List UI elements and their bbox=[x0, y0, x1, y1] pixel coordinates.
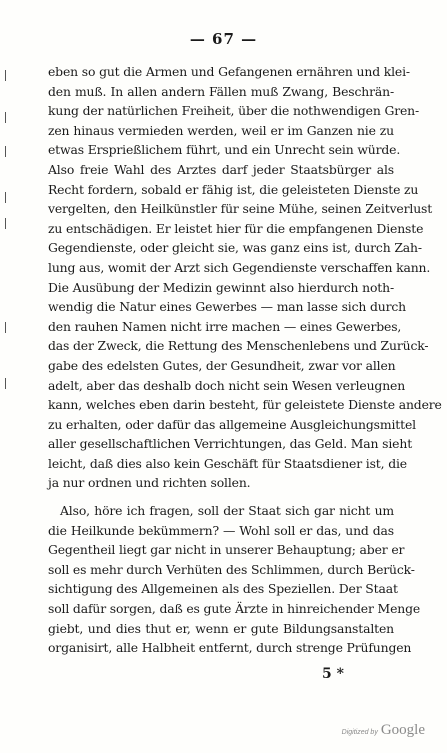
watermark-brand: Google bbox=[380, 722, 425, 738]
margin-mark bbox=[5, 192, 6, 203]
text-line: giebt, und dies thut er, wenn er gute Bildungsanstalten bbox=[48, 620, 394, 636]
signature-mark: 5 * bbox=[322, 666, 344, 682]
text-line: soll es mehr durch Verhüten des Schlimmen, durch Berück- bbox=[48, 561, 415, 577]
text-line: Die Ausübung der Medizin gewinnt also hierdurch noth- bbox=[48, 279, 394, 295]
margin-marks bbox=[5, 60, 9, 390]
text-line: adelt, aber das deshalb doch nicht sein Wesen verleugnen bbox=[48, 377, 406, 393]
text-line: Also, höre ich fragen, soll der Staat sich gar nicht um bbox=[60, 503, 394, 519]
watermark bbox=[342, 722, 425, 739]
text-line: organisirt, alle Halbheit entfernt, durch strenge Prüfungen bbox=[48, 640, 412, 656]
paragraph-2 bbox=[48, 501, 421, 658]
paragraph-1 bbox=[48, 62, 442, 493]
text-line: soll dafür sorgen, daß es gute Ärzte in hinreichender Menge bbox=[48, 601, 421, 617]
text-line: zen hinaus vermieden werden, weil er im Ganzen nie zu bbox=[48, 122, 394, 138]
text-line: vergelten, den Heilkünstler für seine Mühe, seinen Zeitverlust bbox=[48, 201, 433, 217]
margin-mark bbox=[5, 218, 6, 229]
text-line: zu erhalten, oder dafür das allgemeine Ausgleichungsmittel bbox=[48, 416, 416, 432]
text-line: Also freie Wahl des Arztes darf jeder Staatsbürger als bbox=[48, 161, 394, 177]
margin-mark bbox=[5, 70, 6, 81]
text-line: sichtigung des Allgemeinen als des Speziellen. Der Staat bbox=[48, 581, 398, 597]
text-line: leicht, daß dies also kein Geschäft für Staatsdiener ist, die bbox=[48, 455, 407, 471]
text-line: das der Zweck, die Rettung des Menschenlebens und Zurück- bbox=[48, 338, 429, 354]
text-line: den muß. In allen andern Fällen muß Zwang, Beschrän- bbox=[48, 83, 394, 99]
text-line: gabe des edelsten Gutes, der Gesundheit, zwar vor allen bbox=[48, 357, 396, 373]
text-line: wendig die Natur eines Gewerbes — man lasse sich durch bbox=[48, 299, 407, 315]
text-line: aller gesellschaftlichen Verrichtungen, das Geld. Man sieht bbox=[48, 436, 413, 452]
text-line: kann, welches eben darin besteht, für geleistete Dienste andere bbox=[48, 397, 442, 413]
text-line: Gegentheil liegt gar nicht in unserer Behauptung; aber er bbox=[48, 542, 405, 558]
text-line: etwas Ersprießlichem führt, und ein Unrecht sein würde. bbox=[48, 142, 401, 158]
text-line: Gegendienste, oder gleicht sie, was ganz eins ist, durch Zah- bbox=[48, 240, 422, 256]
text-line: kung der natürlichen Freiheit, über die nothwendigen Gren- bbox=[48, 103, 420, 119]
text-line: ja nur ordnen und richten sollen. bbox=[48, 475, 251, 491]
text-line: lung aus, womit der Arzt sich Gegendienste verschaffen kann. bbox=[48, 259, 431, 275]
text-line: eben so gut die Armen und Gefangenen ernähren und klei- bbox=[48, 64, 410, 79]
margin-mark bbox=[5, 322, 6, 333]
margin-mark bbox=[5, 112, 6, 123]
page-number: — 67 — bbox=[189, 30, 258, 48]
margin-mark bbox=[5, 378, 6, 389]
text-line: die Heilkunde bekümmern? — Wohl soll er das, und das bbox=[48, 522, 394, 538]
watermark-prefix: Digitized by bbox=[341, 729, 378, 736]
paragraph-gap bbox=[48, 493, 394, 501]
text-line: Recht fordern, sobald er fähig ist, die geleisteten Dienste zu bbox=[48, 181, 419, 197]
text-line: zu entschädigen. Er leistet hier für die empfangenen Dienste bbox=[48, 220, 424, 236]
text-line: den rauhen Namen nicht irre machen — eines Gewerbes, bbox=[48, 318, 402, 334]
margin-mark bbox=[5, 146, 6, 157]
body-text bbox=[48, 62, 442, 658]
